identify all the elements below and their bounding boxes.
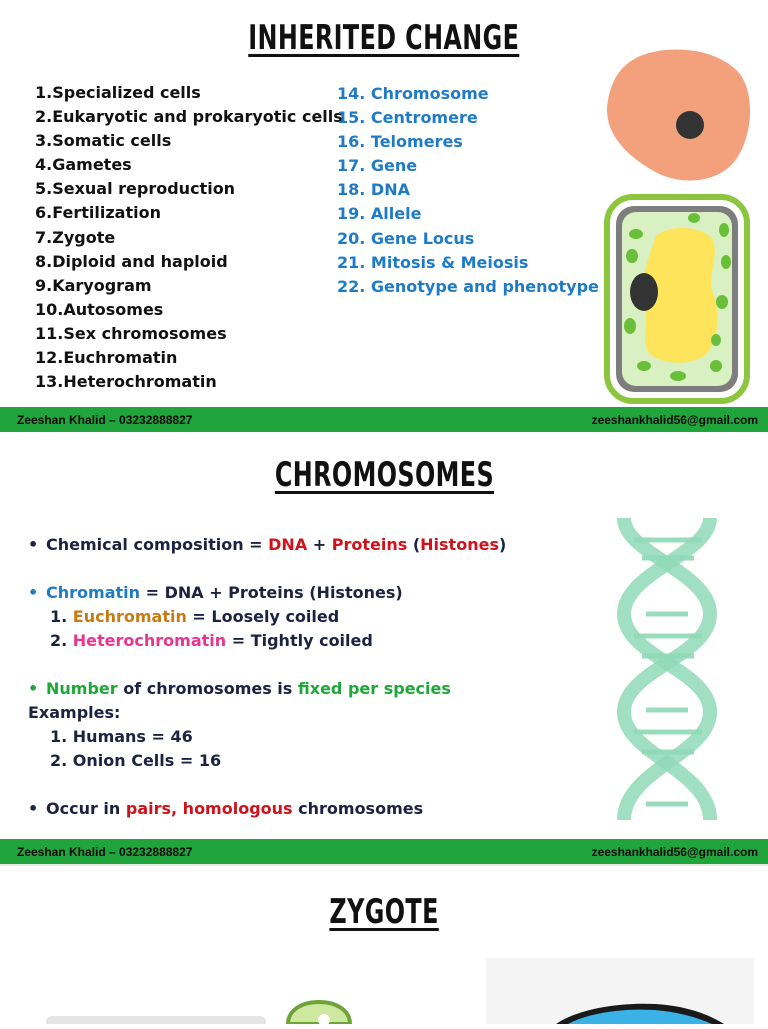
list-item: 12.Euchromatin: [35, 348, 178, 368]
bullet-chromatin: • Chromatin = DNA + Proteins (Histones): [28, 583, 403, 602]
list-item: 2.Eukaryotic and prokaryotic cells: [35, 107, 343, 127]
list-item: 20. Gene Locus: [337, 228, 475, 248]
zygote-cell-icon: [284, 998, 354, 1024]
footer-email: zeeshankhalid56@gmail.com: [591, 845, 758, 859]
footer-email: zeeshankhalid56@gmail.com: [591, 413, 758, 427]
slide-divider: [0, 864, 768, 866]
example-onion: 2. Onion Cells = 16: [50, 751, 222, 770]
sub-euchromatin: 1. Euchromatin = Loosely coiled: [50, 607, 340, 626]
plant-cell-illustration: [604, 194, 750, 404]
list-item: 18. DNA: [337, 180, 410, 200]
nucleus-icon: [630, 273, 658, 311]
list-item: 10.Autosomes: [35, 299, 164, 319]
topic-list-right: [337, 82, 599, 299]
zygote-label-box: [46, 1016, 266, 1024]
footer-contact-name: Zeeshan Khalid – 03232888827: [17, 845, 193, 859]
list-item: 21. Mitosis & Meiosis: [337, 252, 529, 272]
topic-list-left: [35, 81, 343, 394]
bullet-pairs: • Occur in pairs, homologous chromosomes: [28, 799, 424, 818]
dna-helix-illustration: [612, 514, 722, 824]
list-item: 19. Allele: [337, 204, 422, 224]
slide3-title: ZYGOTE: [329, 892, 439, 932]
examples-label: Examples:: [28, 703, 121, 722]
zygote-illustration: [486, 958, 754, 1024]
list-item: 13.Heterochromatin: [35, 372, 217, 392]
list-item: 16. Telomeres: [337, 132, 463, 152]
footer-bar: [0, 839, 768, 865]
slide-inherited-change: [0, 0, 768, 432]
bullet-number: • Number of chromosomes is fixed per species: [28, 679, 451, 698]
list-item: 14. Chromosome: [337, 84, 489, 103]
list-item: 11.Sex chromosomes: [35, 323, 227, 343]
list-item: 4.Gametes: [35, 155, 132, 175]
list-item: 17. Gene: [337, 156, 418, 176]
animal-cell-illustration: [600, 44, 756, 188]
nucleus-icon: [676, 111, 704, 139]
list-item: 1.Specialized cells: [35, 83, 201, 102]
footer-contact-name: Zeeshan Khalid – 03232888827: [17, 413, 193, 427]
list-item: 7.Zygote: [35, 227, 116, 247]
zygote-image-panel: [486, 958, 754, 1024]
slide1-title: INHERITED CHANGE: [248, 18, 520, 58]
bullet-composition: • Chemical composition = DNA + Proteins (Histones): [28, 535, 507, 554]
list-item: 15. Centromere: [337, 108, 478, 128]
list-item: 9.Karyogram: [35, 275, 152, 295]
list-item: 22. Genotype and phenotype: [337, 276, 599, 296]
footer-bar: [0, 407, 768, 432]
list-item: 3.Somatic cells: [35, 131, 172, 151]
list-item: 6.Fertilization: [35, 203, 161, 223]
slide2-title: CHROMOSOMES: [274, 455, 494, 495]
example-humans: 1. Humans = 46: [50, 727, 193, 746]
list-item: 5.Sexual reproduction: [35, 179, 236, 199]
list-item: 8.Diploid and haploid: [35, 251, 228, 271]
sub-heterochromatin: 2. Heterochromatin = Tightly coiled: [50, 631, 373, 650]
